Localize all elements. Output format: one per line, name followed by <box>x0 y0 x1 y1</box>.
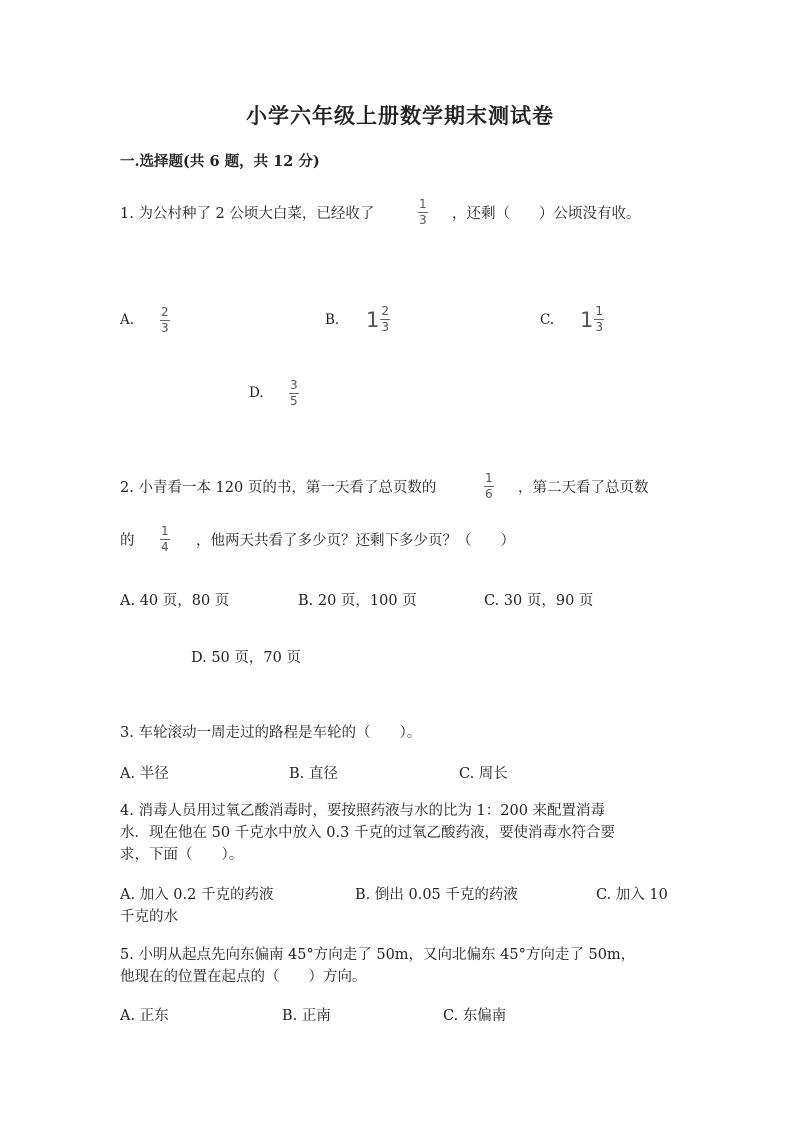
q1-option-a-label[interactable]: A. <box>120 312 135 328</box>
fraction-denominator: 3 <box>381 320 390 334</box>
q2-option-c[interactable]: C. 30 页，90 页 <box>484 593 594 609</box>
question-5-line-2: 他现在的位置在起点的（ ）方向。 <box>120 969 367 985</box>
fraction-denominator: 3 <box>419 213 427 227</box>
fraction-numerator: 1 <box>419 197 427 211</box>
fraction-numerator: 1 <box>485 471 493 485</box>
q4-option-b[interactable]: B. 倒出 0.05 千克的药液 <box>355 887 518 903</box>
question-2-text-mid: ，第二天看了总页数 <box>518 480 649 496</box>
fraction-denominator: 5 <box>290 394 298 408</box>
question-2-text-end: ，他两天共看了多少页？还剩下多少页？（ ） <box>196 533 515 549</box>
q1-option-c-value <box>580 305 604 334</box>
q3-option-c[interactable]: C. 周长 <box>459 766 508 782</box>
question-4-line-1: 4. 消毒人员用过氧乙酸消毒时，要按照药液与水的比为 1：200 来配置消毒 <box>120 803 606 819</box>
question-2-fraction-2 <box>160 525 170 554</box>
question-2-text: 2. 小青看一本 120 页的书，第一天看了总页数的 <box>120 480 437 496</box>
fraction-numerator: 2 <box>161 305 169 319</box>
q4-option-c[interactable]: C. 加入 10 <box>596 887 668 903</box>
question-1-text: 1. 为公村种了 2 公顷大白菜，已经收了 <box>120 206 375 222</box>
question-2-line2-start: 的 <box>120 533 135 549</box>
question-3-text: 3. 车轮滚动一周走过的路程是车轮的（ ）。 <box>120 725 422 741</box>
q5-option-c[interactable]: C. 东偏南 <box>443 1008 507 1024</box>
q1-option-a-value <box>160 306 170 335</box>
fraction-denominator: 6 <box>485 487 493 501</box>
fraction-denominator: 4 <box>161 540 169 554</box>
question-4-line-2: 水．现在他在 50 千克水中放入 0.3 千克的过氧乙酸药液，要使消毒水符合要 <box>120 825 615 841</box>
q1-option-b-value <box>366 305 390 334</box>
question-1-text-end: ，还剩（ ）公顷没有收。 <box>452 206 641 222</box>
question-2-fraction-1 <box>484 472 494 501</box>
question-1-fraction <box>418 198 428 227</box>
q1-option-d-label[interactable]: D. <box>249 385 264 401</box>
fraction-denominator: 3 <box>595 320 604 334</box>
fraction-numerator: 1 <box>595 304 604 318</box>
page-title: 小学六年级上册数学期末测试卷 <box>246 103 554 128</box>
q1-option-b-label[interactable]: B. <box>325 312 340 328</box>
question-5-line-1: 5. 小明从起点先向东偏南 45°方向走了 50m，又向北偏东 45°方向走了 50m， <box>120 947 636 963</box>
mixed-whole: 1 <box>580 307 594 332</box>
q2-option-a[interactable]: A. 40 页，80 页 <box>120 593 230 609</box>
q1-option-d-value <box>289 379 299 408</box>
q5-option-b[interactable]: B. 正南 <box>282 1008 331 1024</box>
fraction-numerator: 3 <box>290 378 298 392</box>
fraction-denominator: 3 <box>161 321 169 335</box>
fraction-numerator: 1 <box>161 524 169 538</box>
q1-option-c-label[interactable]: C. <box>540 312 555 328</box>
q3-option-b[interactable]: B. 直径 <box>289 766 338 782</box>
q4-option-a[interactable]: A. 加入 0.2 千克的药液 <box>120 887 274 903</box>
q2-option-b[interactable]: B. 20 页，100 页 <box>298 593 417 609</box>
q5-option-a[interactable]: A. 正东 <box>120 1008 169 1024</box>
section-heading: 一.选择题(共 6 题，共 12 分) <box>120 153 320 170</box>
fraction-numerator: 2 <box>381 304 390 318</box>
mixed-whole: 1 <box>366 307 380 332</box>
q3-option-a[interactable]: A. 半径 <box>120 766 169 782</box>
question-4-line-3: 求，下面（ ）。 <box>120 847 244 863</box>
q2-option-d[interactable]: D. 50 页，70 页 <box>191 650 301 666</box>
q4-option-c-wrap: 千克的水 <box>120 909 178 925</box>
